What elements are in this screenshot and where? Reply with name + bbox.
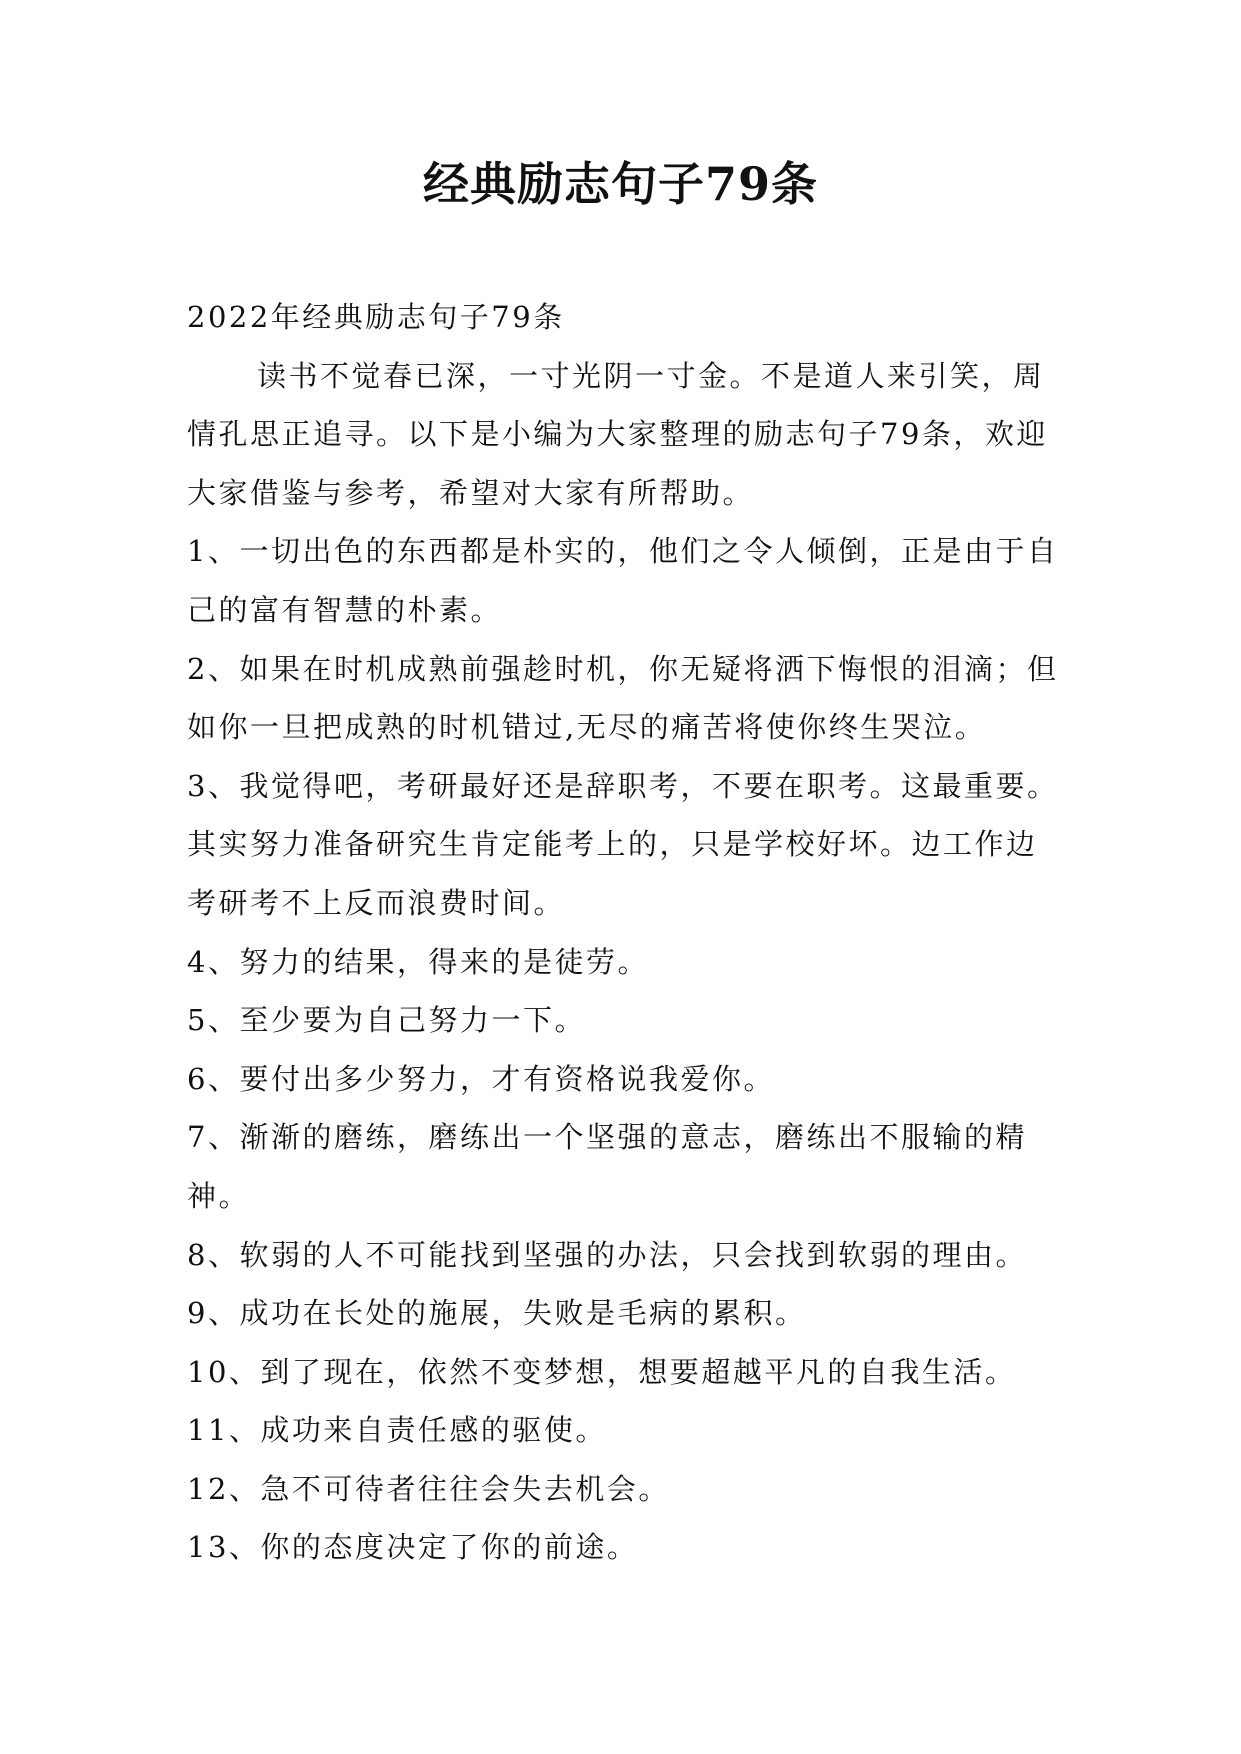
list-item: 13、你的态度决定了你的前途。	[187, 1530, 639, 1565]
list-item: 2、如果在时机成熟前强趁时机，你无疑将洒下悔恨的泪滴；但如你一旦把成熟的时机错过,无尽的痛苦将使你终生哭泣。	[187, 651, 1059, 745]
document-subtitle: 2022年经典励志句子79条	[187, 300, 565, 334]
list-item: 12、急不可待者往往会失去机会。	[187, 1471, 670, 1506]
list-item: 8、软弱的人不可能找到坚强的办法，只会找到软弱的理由。	[187, 1237, 1027, 1272]
list-item: 6、要付出多少努力，才有资格说我爱你。	[187, 1061, 775, 1096]
list-item: 9、成功在长处的施展，失败是毛病的累积。	[187, 1296, 807, 1331]
document-title: 经典励志句子79条	[422, 157, 818, 211]
intro-paragraph: 读书不觉春已深，一寸光阴一寸金。不是道人来引笑，周情孔思正追寻。以下是小编为大家整理的励志句子79条，欢迎大家借鉴与参考，希望对大家有所帮助。	[187, 358, 1048, 510]
list-item: 7、渐渐的磨练，磨练出一个坚强的意志，磨练出不服输的精神。	[187, 1120, 1027, 1213]
list-item: 1、一切出色的东西都是朴实的，他们之令人倾倒，正是由于自己的富有智慧的朴素。	[187, 534, 1059, 627]
list-item: 10、到了现在，依然不变梦想，想要超越平凡的自我生活。	[187, 1354, 1017, 1389]
list-item: 3、我觉得吧，考研最好还是辞职考，不要在职考。这最重要。其实努力准备研究生肯定能考上的，只是学校好坏。边工作边考研考不上反而浪费时间。	[187, 768, 1059, 920]
list-item: 4、努力的结果，得来的是徒劳。	[187, 944, 649, 979]
list-item: 5、至少要为自己努力一下。	[187, 1003, 586, 1038]
list-item: 11、成功来自责任感的驱使。	[187, 1413, 607, 1448]
document-body	[187, 288, 1067, 1577]
